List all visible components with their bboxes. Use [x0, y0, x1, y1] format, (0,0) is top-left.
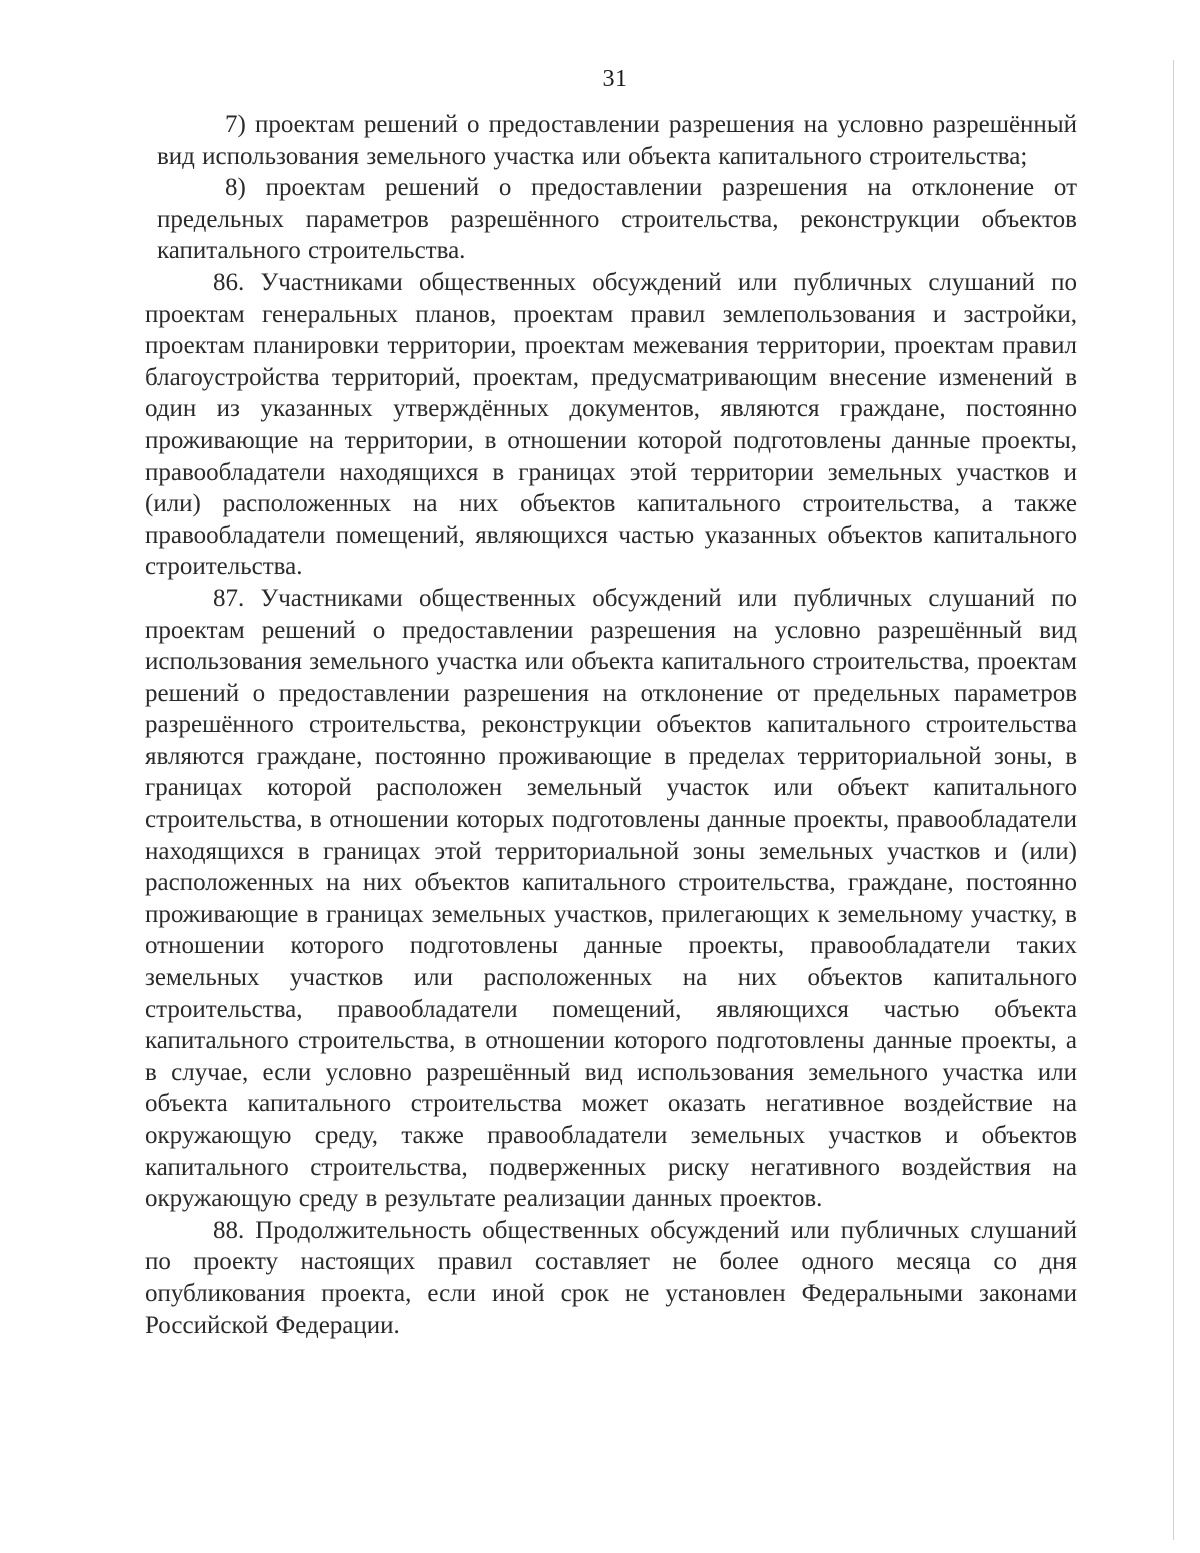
paragraph-item-86: 86. Участниками общественных обсуждений или публичных слушаний по проектам генеральных планов, проектам правил землепользования и застройки, проектам планировки территории, проектам межевания территории, проектам правил благоустройства территорий, проектам, предусматривающим внесение изменений в один из указанных утверждённых документов, являются граждане, постоянно проживающие на территории, в отношении которой подготовлены данные проекты, правообладатели находящихся в границах этой территории земельных участков и (или) расположенных на них объектов капитального строительства, а также правообладатели помещений, являющихся частью указанных объектов капитального строительства. — [145, 268, 1077, 581]
page-number: 31 — [602, 66, 628, 92]
paragraph-item-87: 87. Участниками общественных обсуждений или публичных слушаний по проектам решений о предоставлении разрешения на условно разрешённый вид использования земельного участка или объекта капитального строительства, проектам решений о предоставлении разрешения на отклонение от предельных параметров разрешённого строительства, реконструкции объектов капитального строительства являются граждане, постоянно проживающие в пределах территориальной зоны, в границах которой расположен земельный участок или объект капитального строительства, в отношении которых подготовлены данные проекты, правообладатели находящихся в границах этой территориальной зоны земельных участков и (или) расположенных на них объектов капитального строительства, граждане, постоянно проживающие в границах земельных участков, прилегающих к земельному участку, в отношении которого подготовлены данные проекты, правообладатели таких земельных участков или расположенных на них объектов капитального строительства, правообладатели помещений, являющихся частью объекта капитального строительства, в отношении которого подготовлены данные проекты, а в случае, если условно разрешённый вид использования земельного участка или объекта капитального строительства может оказать негативное воздействие на окружающую среду, также правообладатели земельных участков и объектов капитального строительства, подверженных риску негативного воздействия на окружающую среду в результате реализации данных проектов. — [145, 584, 1077, 1213]
paragraph-item-7: 7) проектам решений о предоставлении разрешения на условно разрешённый вид использования земельного участка или объекта капитального строительства; — [157, 111, 1077, 170]
paragraph-item-88: 88. Продолжительность общественных обсуждений или публичных слушаний по проекту настоящих правил составляет не более одного месяца со дня опубликования проекта, если иной срок не установлен Федеральными законами Российской Федерации. — [145, 1216, 1077, 1339]
paragraph-item-8: 8) проектам решений о предоставлении разрешения на отклонение от предельных параметров разрешённого строительства, реконструкции объектов капитального строительства. — [157, 174, 1077, 265]
scan-edge-line — [1173, 60, 1174, 1540]
document-body — [145, 109, 1077, 1341]
